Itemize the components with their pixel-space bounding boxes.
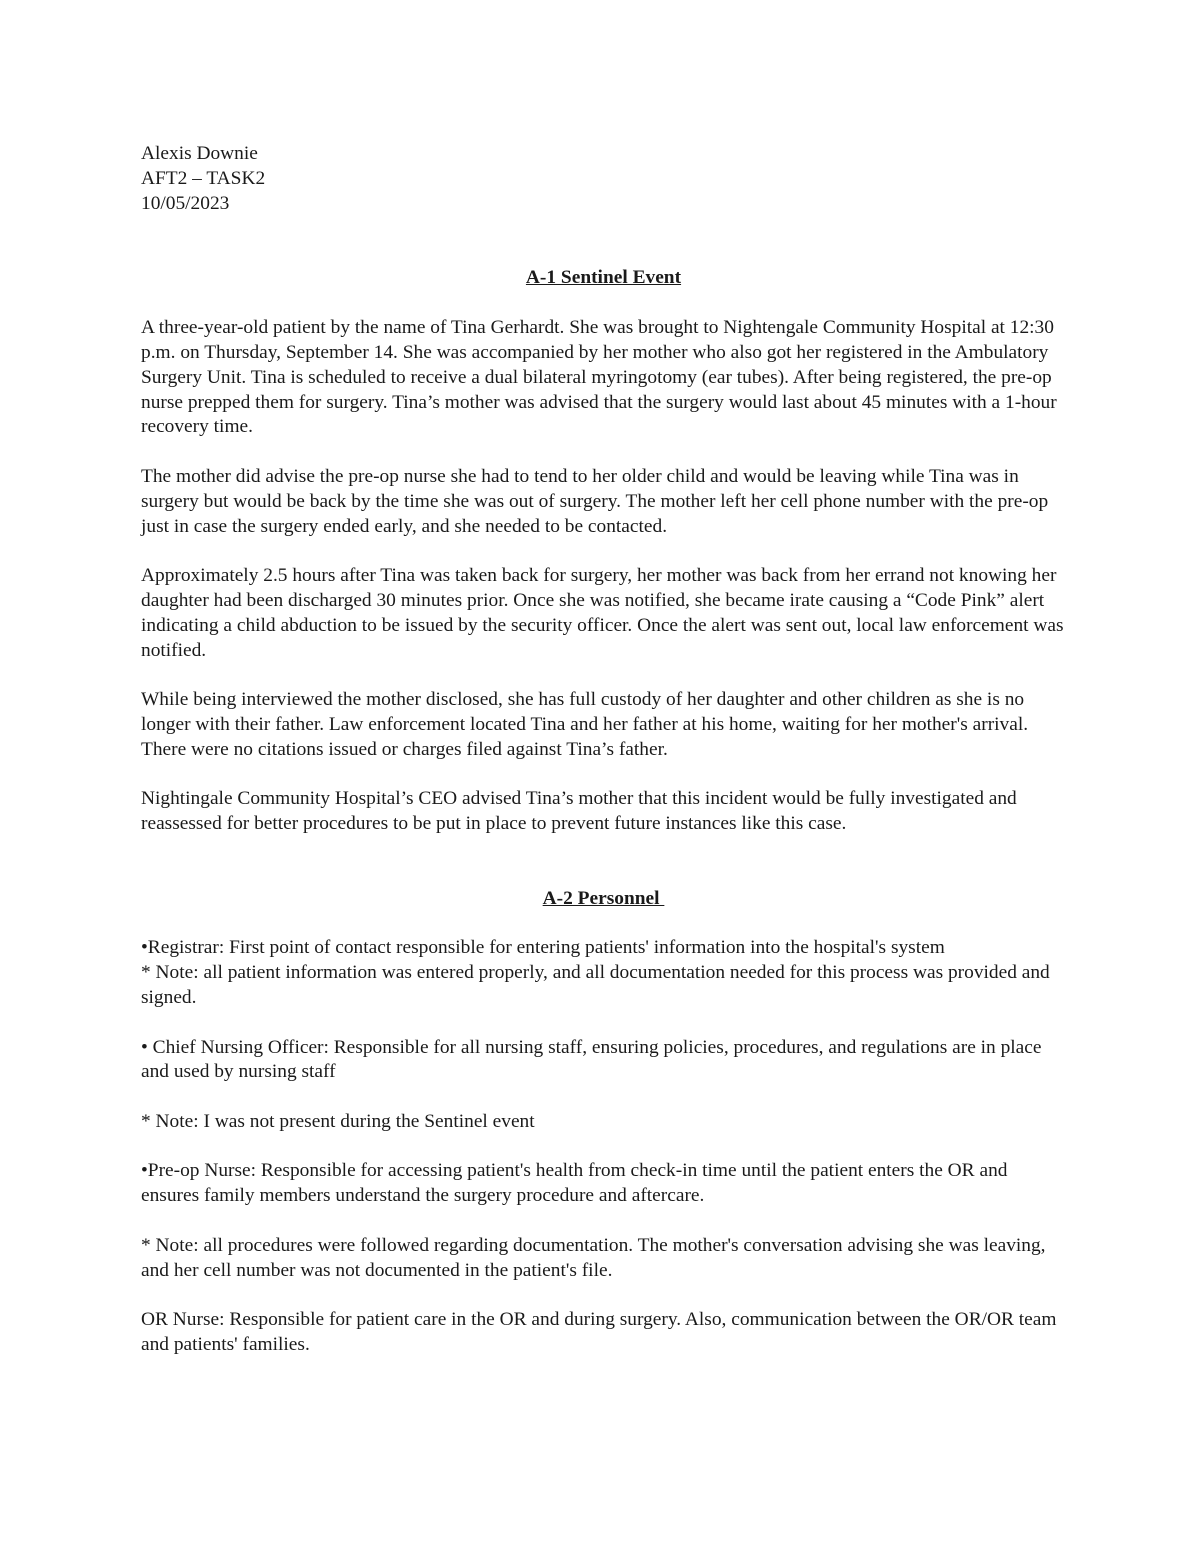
- personnel-or-nurse: OR Nurse: Responsible for patient care in the OR and during surgery. Also, communication between the OR/OR team and patients' families.: [141, 1309, 1057, 1356]
- personnel-pre-op-nurse: •Pre-op Nurse: Responsible for accessing patient's health from check-in time until the patient enters the OR and ensures family members understand the surgery procedure and aftercare.: [141, 1160, 1008, 1207]
- section-2-title: A-2 Personnel: [542, 887, 665, 909]
- personnel-registrar: •Registrar: First point of contact responsible for entering patients' information into the hospital's system * Note: all patient information was entered properly, and all documentation needed for this process was provided and signed.: [141, 937, 1050, 1008]
- section-1-paragraph-1: A three-year-old patient by the name of Tina Gerhardt. She was brought to Nightengale Community Hospital at 12:30 p.m. on Thursday, September 14. She was accompanied by her mother who also got her registered in the Ambulatory Surgery Unit. Tina is scheduled to receive a dual bilateral myringotomy (ear tubes). After being registered, the pre-op nurse prepped them for surgery. Tina’s mother was advised that the surgery would last about 45 minutes with a 1-hour recovery time.: [141, 317, 1057, 438]
- section-1-paragraph-3: Approximately 2.5 hours after Tina was taken back for surgery, her mother was back from her errand not knowing her daughter had been discharged 30 minutes prior. Once she was notified, she became irate causing a “Code Pink” alert indicating a child abduction to be issued by the security officer. Once the alert was sent out, local law enforcement was notified.: [141, 565, 1064, 661]
- section-1-paragraph-5: Nightingale Community Hospital’s CEO advised Tina’s mother that this incident would be fully investigated and reassessed for better procedures to be put in place to prevent future instances like this case.: [141, 788, 1017, 835]
- section-1-title: A-1 Sentinel Event: [525, 267, 682, 289]
- document-date: 10/05/2023: [141, 192, 230, 214]
- document-body: [141, 142, 1066, 1358]
- author-name: Alexis Downie: [141, 143, 258, 164]
- personnel-chief-nursing-officer: • Chief Nursing Officer: Responsible for all nursing staff, ensuring policies, procedures, and regulations are in place and used by nursing staff: [141, 1036, 1042, 1083]
- section-1-paragraph-2: The mother did advise the pre-op nurse she had to tend to her older child and would be leaving while Tina was in surgery but would be back by the time she was out of surgery. The mother left her cell phone number with the pre-op just in case the surgery ended early, and she needed to be contacted.: [141, 465, 1049, 537]
- personnel-cno-note: * Note: I was not present during the Sentinel event: [141, 1110, 535, 1132]
- personnel-pre-op-note: * Note: all procedures were followed regarding documentation. The mother's conversation advising she was leaving, and her cell number was not documented in the patient's file.: [141, 1234, 1046, 1281]
- course-code: AFT2 – TASK2: [141, 167, 266, 189]
- section-1-paragraph-4: While being interviewed the mother disclosed, she has full custody of her daughter and other children as she is no longer with their father. Law enforcement located Tina and her father at his home, waiting for her mother's arrival. There were no citations issued or charges filed against Tina’s father.: [141, 689, 1029, 760]
